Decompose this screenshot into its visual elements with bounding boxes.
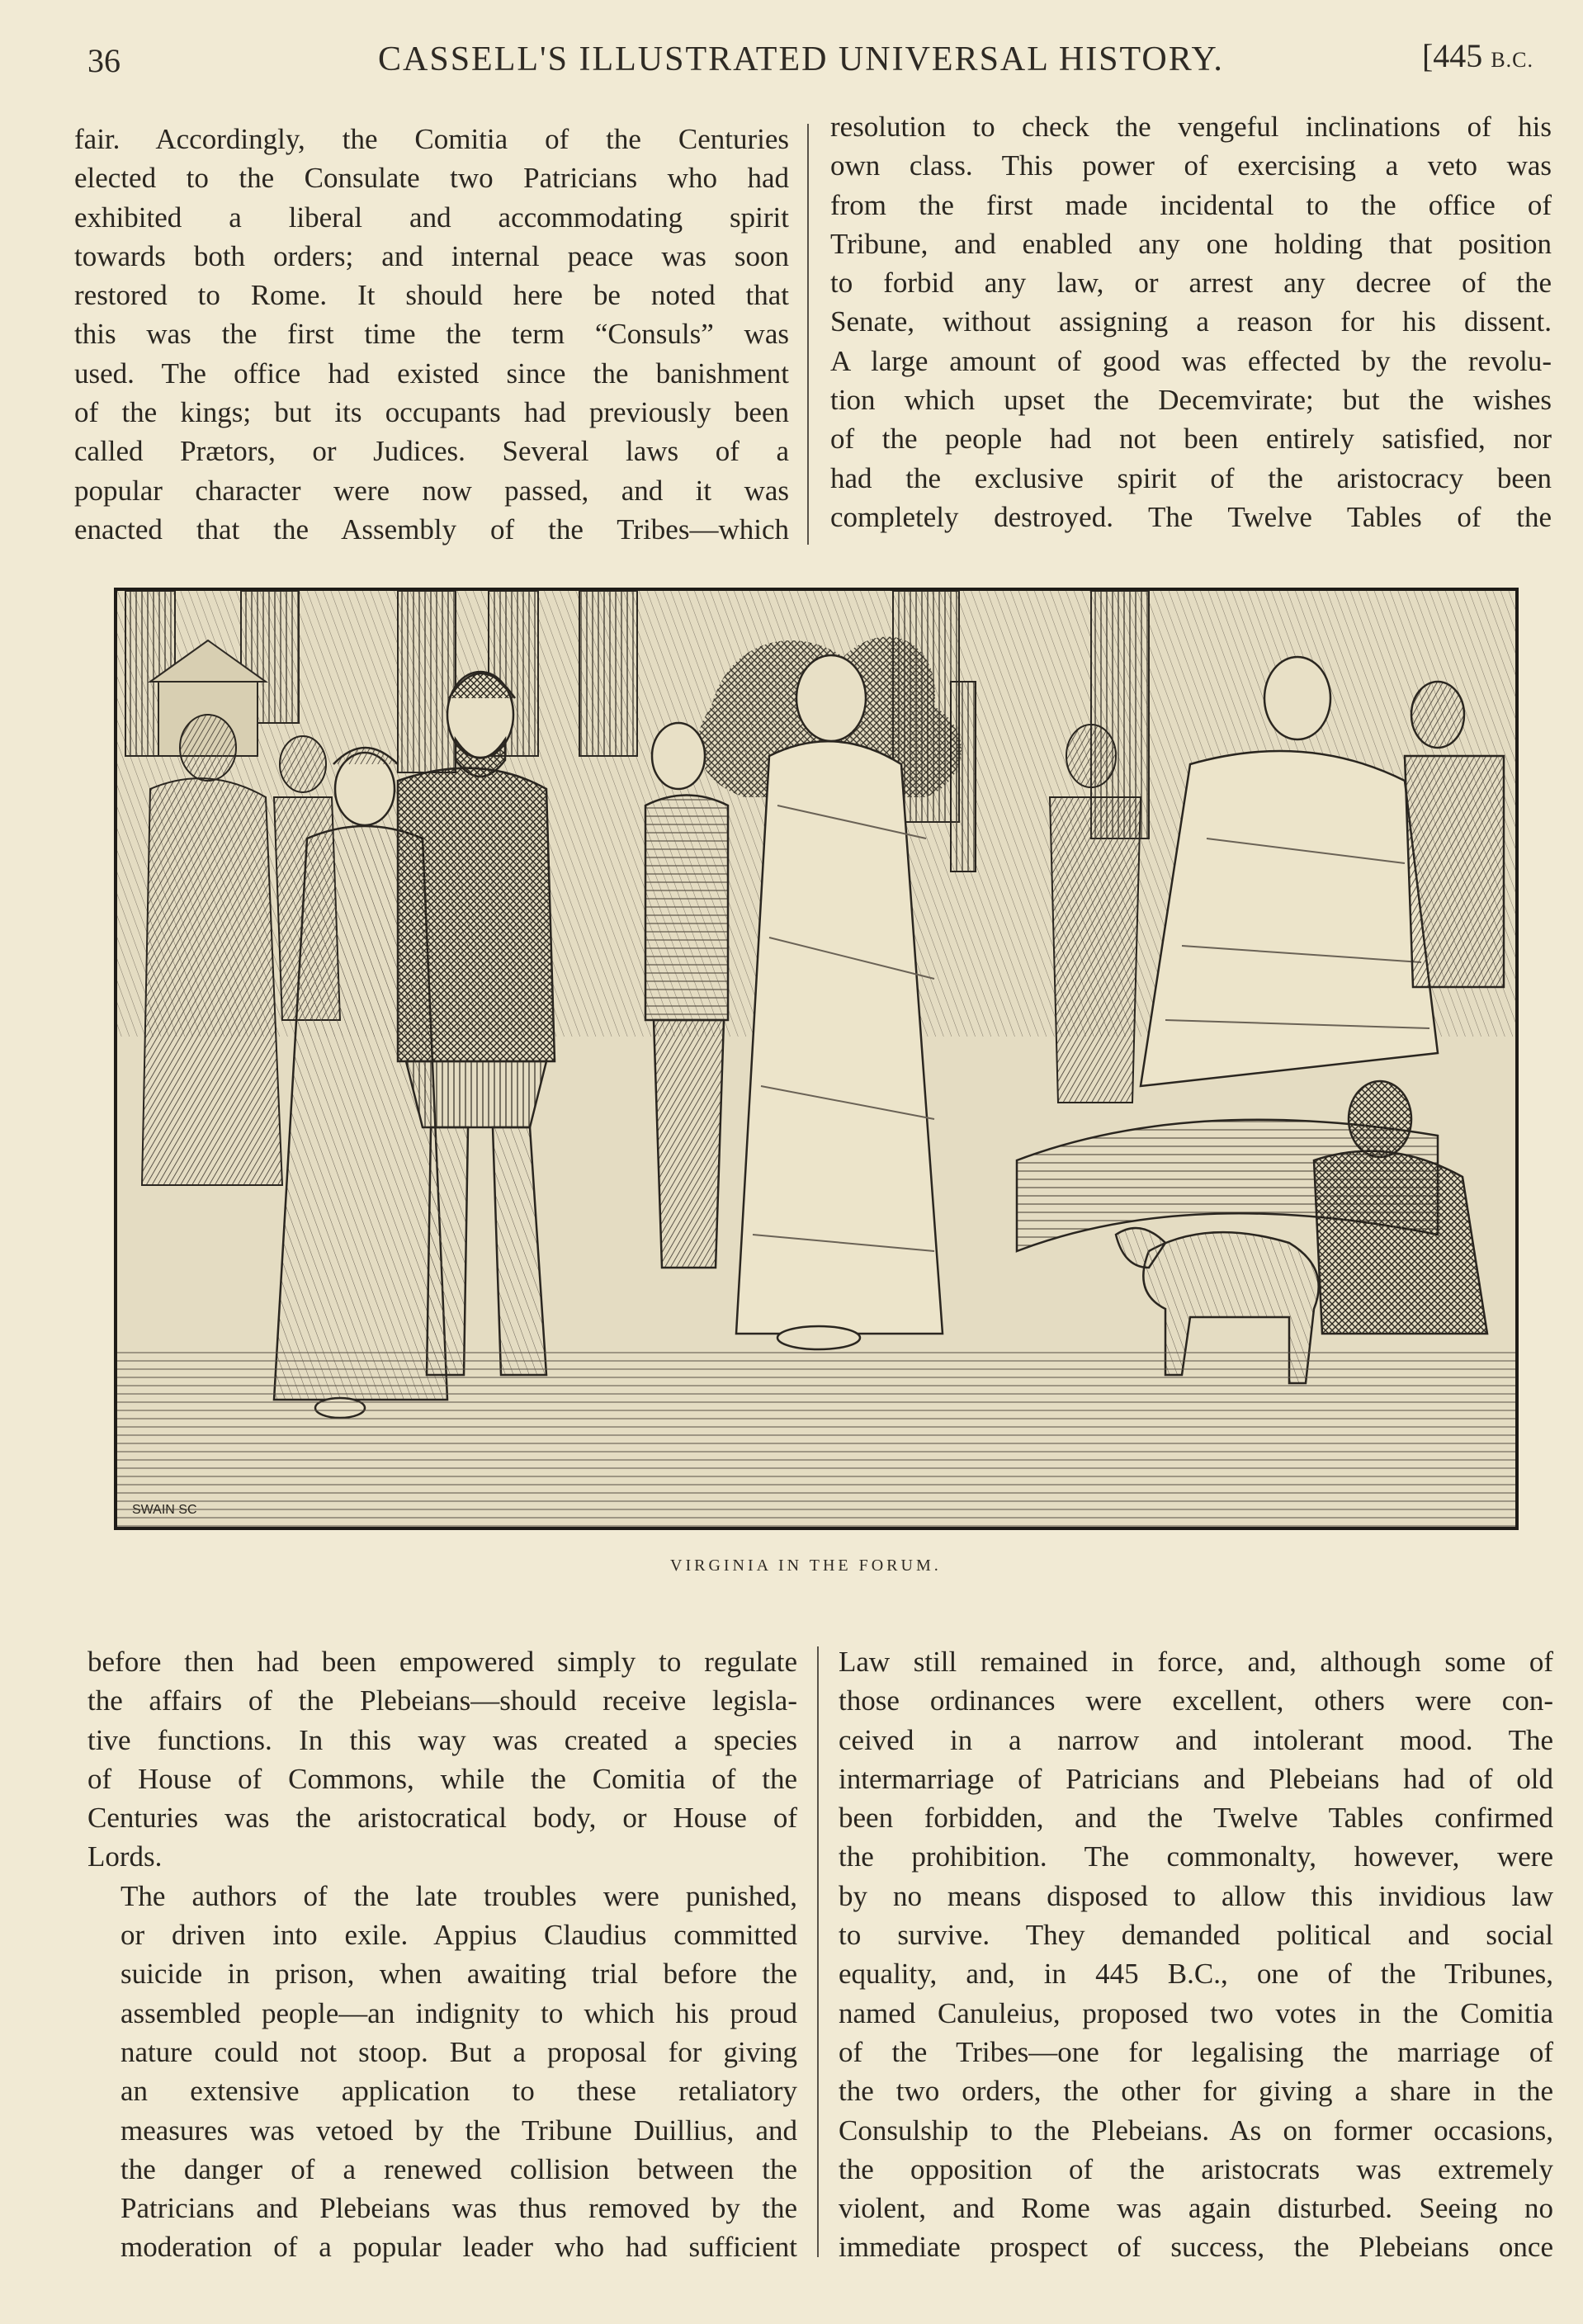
- text-line: of the kings; but its occupants had previously been: [74, 396, 789, 429]
- text-line: ceived in a narrow and intolerant mood. The: [839, 1723, 1553, 1756]
- text-line: elected to the Consulate two Patricians who had: [74, 162, 789, 195]
- text-line: enacted that the Assembly of the Tribes—which: [74, 513, 789, 546]
- text-line: from the first made incidental to the office of: [830, 188, 1552, 221]
- text-line: tive functions. In this way was created a species: [87, 1723, 797, 1756]
- text-line: completely destroyed. The Twelve Tables of the: [830, 500, 1552, 533]
- text-line: Law still remained in force, and, although some of: [839, 1646, 1553, 1678]
- text-line: named Canuleius, proposed two votes in the Comitia: [839, 1996, 1553, 2029]
- date-marker: [1422, 36, 1533, 75]
- text-line: had the exclusive spirit of the aristocracy been: [830, 461, 1552, 494]
- text-line: A large amount of good was effected by the revolu-: [830, 344, 1552, 377]
- text-line: Consulship to the Plebeians. As on former occasions,: [839, 2114, 1553, 2147]
- text-line: the prohibition. The commonalty, however, were: [839, 1840, 1553, 1873]
- text-line: to forbid any law, or arrest any decree of the: [830, 267, 1552, 300]
- text-line: of the people had not been entirely satisfied, nor: [830, 423, 1552, 456]
- text-line: tion which upset the Decemvirate; but the wishes: [830, 384, 1552, 417]
- text-line: of House of Commons, while the Comitia of the: [87, 1762, 797, 1795]
- forum-ground: [117, 1350, 1515, 1527]
- engraving-virginia-in-the-forum: [114, 588, 1519, 1530]
- text-line: called Prætors, or Judices. Several laws of a: [74, 435, 789, 468]
- column-rule-bottom: [817, 1646, 819, 2257]
- text-column-bottom-left: [87, 1642, 797, 2270]
- column-rule-top: [807, 124, 809, 545]
- text-column-bottom-right: [839, 1642, 1553, 2270]
- text-line: immediate prospect of success, the Plebeians once: [839, 2231, 1553, 2264]
- text-line: or driven into exile. Appius Claudius committed: [120, 1919, 797, 1952]
- date-era: B.C.: [1491, 48, 1533, 72]
- text-line: assembled people—an indignity to which his proud: [120, 1996, 797, 2029]
- running-title: CASSELL'S ILLUSTRATED UNIVERSAL HISTORY.: [378, 40, 1224, 78]
- paragraph-legislative-functions: [87, 1642, 797, 1877]
- text-line: to survive. They demanded political and social: [839, 1919, 1553, 1952]
- engraver-mark: SWAIN SC: [132, 1503, 197, 1517]
- text-line: the affairs of the Plebeians—should receive legisla-: [87, 1684, 797, 1717]
- text-line: Patricians and Plebeians was thus removed by the: [120, 2192, 797, 2225]
- text-column-top-right: [830, 107, 1552, 549]
- text-line: measures was vetoed by the Tribune Duillius, and: [120, 2114, 797, 2147]
- text-line: an extensive application to these retaliatory: [120, 2075, 797, 2108]
- text-line: violent, and Rome was again disturbed. Seeing no: [839, 2192, 1553, 2225]
- text-line: The authors of the late troubles were punished,: [120, 1879, 797, 1912]
- illustration-caption: VIRGINIA IN THE FORUM.: [670, 1556, 942, 1575]
- text-line: those ordinances were excellent, others were con-: [839, 1684, 1553, 1717]
- page-number: 36: [87, 42, 120, 79]
- text-line: popular character were now passed, and it was: [74, 474, 789, 507]
- text-line: towards both orders; and internal peace was soon: [74, 239, 789, 272]
- text-line: the two orders, the other for giving a share in the: [839, 2075, 1553, 2108]
- running-header: [87, 36, 1533, 86]
- text-line: restored to Rome. It should here be noted that: [74, 279, 789, 312]
- text-line: the opposition of the aristocrats was extremely: [839, 2152, 1553, 2185]
- text-line: suicide in prison, when awaiting trial before the: [120, 1958, 797, 1991]
- text-line: Centuries was the aristocratical body, or House of: [87, 1802, 797, 1835]
- text-line: before then had been empowered simply to regulate: [87, 1646, 797, 1678]
- text-line: intermarriage of Patricians and Plebeians had of old: [839, 1762, 1553, 1795]
- text-line: Senate, without assigning a reason for his dissent.: [830, 305, 1552, 338]
- text-column-top-left: [74, 120, 789, 549]
- paragraph-late-troubles: [87, 1877, 797, 2267]
- text-line: own class. This power of exercising a veto was: [830, 149, 1552, 182]
- text-line: nature could not stoop. But a proposal for giving: [120, 2035, 797, 2068]
- text-line: moderation of a popular leader who had sufficient: [120, 2231, 797, 2264]
- text-line: the danger of a renewed collision between the: [120, 2152, 797, 2185]
- text-line: this was the first time the term “Consuls” was: [74, 318, 789, 351]
- date-year: [445: [1421, 37, 1483, 74]
- text-line: equality, and, in 445 B.C., one of the Tribunes,: [839, 1958, 1553, 1991]
- text-line: used. The office had existed since the banishment: [74, 357, 789, 390]
- text-line: of the Tribes—one for legalising the marriage of: [839, 2035, 1553, 2068]
- text-line: resolution to check the vengeful inclinations of his: [830, 111, 1552, 143]
- text-line: exhibited a liberal and accommodating spirit: [74, 201, 789, 234]
- text-line: Tribune, and enabled any one holding that position: [830, 227, 1552, 260]
- text-line: Lords.: [87, 1840, 163, 1873]
- text-line: by no means disposed to allow this invidious law: [839, 1879, 1553, 1912]
- text-line: been forbidden, and the Twelve Tables confirmed: [839, 1802, 1553, 1835]
- text-line: fair. Accordingly, the Comitia of the Centuries: [74, 123, 789, 155]
